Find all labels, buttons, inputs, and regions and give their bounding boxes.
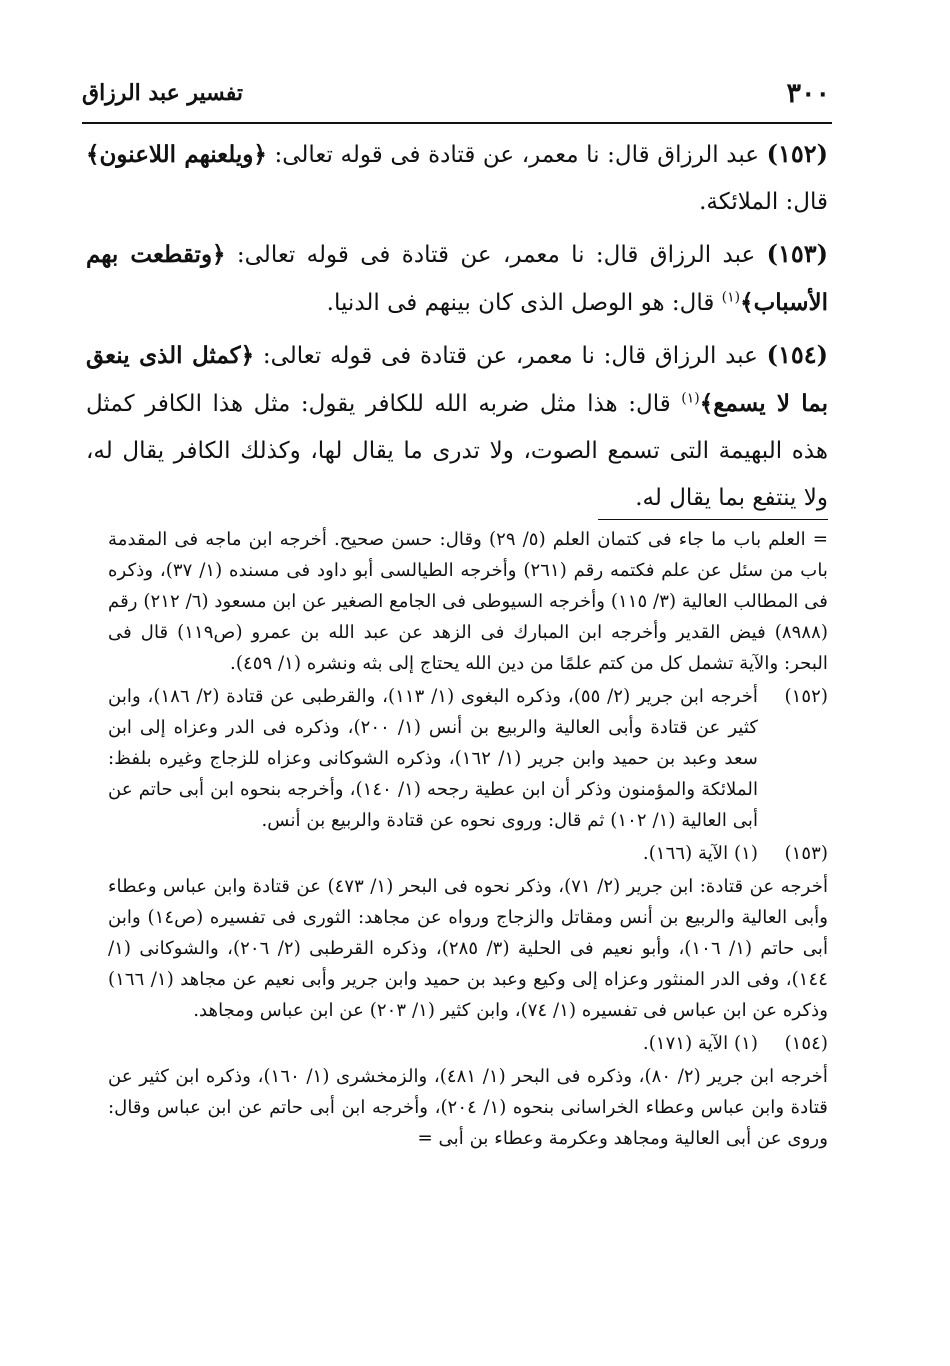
isnad-text: عبد الرزاق قال: نا معمر، عن قتادة فى قوله تعالى:	[266, 142, 767, 168]
narration-153	[86, 230, 828, 327]
footnote-continuation: = العلم باب ما جاء فى كتمان العلم (٥/ ٢٩) وقال: حسن صحيح. أخرجه ابن ماجه فى المقدمة باب من سئل عن علم فكتمه رقم (٢٦١) وأخرجه الطيالسى أبو داود فى مسنده (١/ ٣٧)، وذكره فى المطالب العالية (٣/ ١١٥) وأخرجه السيوطى فى الجامع الصغير عن ابن مسعود (٦/ ٢١٢) رقم (٨٩٨٨) فيض القدير وأخرجه ابن المبارك فى الزهد عن عبد الله بن عمرو (ص١١٩) قال فى البحر: والآية تشمل كل من كتم علمًا من دين الله يحتاج إلى بثه ونشره (١/ ٤٥٩).	[108, 529, 828, 674]
commentary-text: قال: هذا مثل ضربه الله للكافر يقول: مثل هذا الكافر كمثل هذه البهيمة التى تسمع الصوت، ولا تدرى ما يقال لها، وكذلك الكافر يقال له، ولا ينتفع بما يقال له.	[86, 391, 828, 511]
commentary-text: قال: هو الوصل الذى كان بينهم فى الدنيا.	[326, 290, 722, 316]
page-header	[82, 72, 830, 112]
quran-verse: ﴿وتقطعت بهم الأسباب﴾	[86, 241, 828, 316]
footnote-label: (١٥٣)	[784, 843, 828, 864]
footnotes	[108, 524, 828, 1156]
footnote-153	[108, 838, 828, 869]
quran-verse: ﴿كمثل الذى ينعق بما لا يسمع﴾	[86, 342, 828, 417]
main-text	[86, 130, 828, 526]
footnote-verse-ref: (١) الآية (١٧١).	[642, 1033, 758, 1054]
footnote-label: (١٥٤)	[784, 1033, 828, 1054]
footnote-verse-ref: (١) الآية (١٦٦).	[642, 843, 758, 864]
footnote-154	[108, 1028, 828, 1059]
footnote-label: (١٥٢)	[784, 686, 828, 707]
quran-verse: ﴿ويلعنهم اللاعنون﴾	[86, 141, 267, 168]
narration-number: (١٥٢)	[766, 139, 828, 168]
footnote-separator	[598, 519, 828, 520]
page-number: ٣٠٠	[786, 78, 830, 109]
header-rule	[82, 122, 832, 124]
isnad-text: عبد الرزاق قال: نا معمر، عن قتادة فى قوله تعالى:	[254, 343, 767, 369]
footnote-text: أخرجه عن قتادة: ابن جرير (٢/ ٧١)، وذكر نحوه فى البحر (١/ ٤٧٣) عن قتادة وابن عباس وعطاء وأبى العالية والربيع بن أنس ومقاتل والزجاج ورواه عن مجاهد: الثورى فى تفسيره (ص١٤) وابن أبى حاتم (١/ ١٠٦)، وأبو نعيم فى الحلية (٣/ ٢٨٥)، وذكره القرطبى (٢/ ٢٠٦)، والشوكانى (١/ ١٤٤)، وفى الدر المنثور وعزاه إلى وكيع وعبد بن حميد وابن جرير وأبى نعيم عن مجاهد (١/ ١٦٦) وذكره عن ابن عباس فى تفسيره (١/ ٧٤)، وابن كثير (١/ ٢٠٣) عن ابن عباس ومجاهد.	[108, 876, 828, 1021]
narration-number: (١٥٣)	[766, 239, 828, 268]
footnote-ref: (١)	[681, 390, 700, 407]
running-title: تفسير عبد الرزاق	[82, 80, 244, 106]
footnote-text: أخرجه ابن جرير (٢/ ٨٠)، وذكره فى البحر (١/ ٤٨١)، والزمخشرى (١/ ١٦٠)، وذكره ابن كثير عن قتادة وابن عباس وعطاء الخراسانى بنحوه (١/ ٢٠٤)، وأخرجه ابن أبى حاتم عن ابن عباس وقال: وروى عن أبى العالية ومجاهد وعكرمة وعطاء بن أبى =	[108, 1066, 828, 1149]
narration-152	[86, 130, 828, 226]
isnad-text: عبد الرزاق قال: نا معمر، عن قتادة فى قوله تعالى:	[225, 242, 767, 268]
footnote-text: أخرجه ابن جرير (٢/ ٥٥)، وذكره البغوى (١/ ١١٣)، والقرطبى عن قتادة (٢/ ١٨٦)، وابن كثير عن قتادة وأبى العالية والربيع بن أنس (١/ ٢٠٠)، وذكره فى الدر وعزاه إلى ابن سعد وعبد بن حميد وابن جرير (١/ ١٦٢)، وذكره الشوكانى وعزاه للزجاج وغيره بلفظ: الملائكة والمؤمنون وذكر أن ابن عطية رجحه (١/ ١٤٠)، وأخرجه بنحوه ابن أبى حاتم عن أبى العالية (١/ ١٠٢) ثم قال: وروى نحوه عن قتادة والربيع بن أنس.	[108, 686, 758, 831]
narration-154	[86, 331, 828, 522]
narration-number: (١٥٤)	[766, 340, 828, 369]
commentary-text: قال: الملائكة.	[699, 189, 828, 215]
footnote-ref: (١)	[721, 289, 741, 306]
footnote-152	[108, 681, 828, 836]
